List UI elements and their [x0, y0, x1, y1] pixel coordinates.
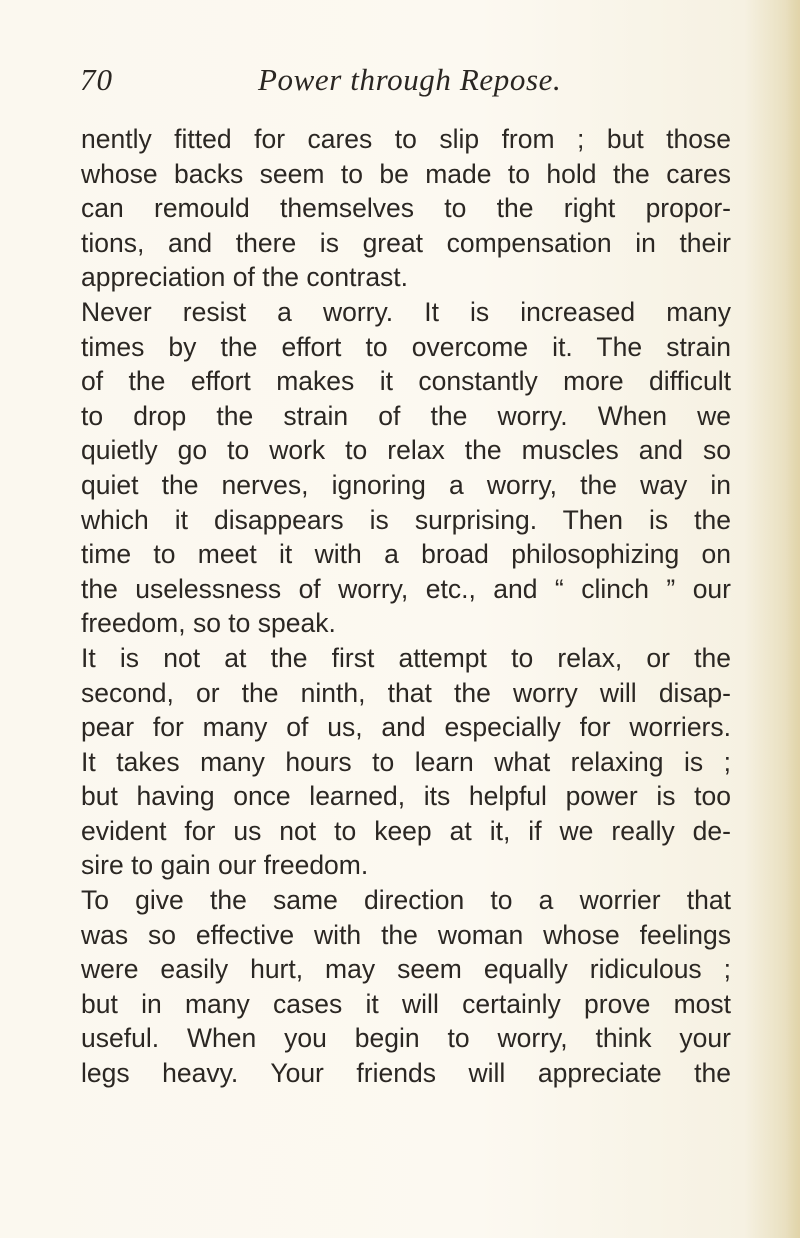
- text-line: were easily hurt, may seem equally ridiculous ;: [81, 954, 731, 985]
- text-line: whose backs seem to be made to hold the cares: [81, 158, 731, 189]
- text-line: evident for us not to keep at it, if we really de-: [81, 815, 731, 846]
- text-line: pear for many of us, and especially for worriers.: [81, 712, 731, 743]
- text-line: to drop the strain of the worry. When we: [81, 400, 731, 431]
- text-line: but having once learned, its helpful power is too: [81, 781, 731, 812]
- paragraph-start-line: Never resist a worry. It is increased many: [81, 296, 731, 327]
- text-line: time to meet it with a broad philosophizing on: [81, 539, 731, 570]
- text-line: which it disappears is surprising. Then is the: [81, 504, 731, 535]
- text-line: but in many cases it will certainly prove most: [81, 988, 731, 1019]
- body-text: [81, 122, 731, 1091]
- paragraph-end-line: freedom, so to speak.: [81, 608, 336, 639]
- text-line: useful. When you begin to worry, think your: [81, 1023, 731, 1054]
- page-number: 70: [80, 62, 113, 97]
- text-line: times by the effort to overcome it. The strain: [81, 331, 731, 362]
- text-line: tions, and there is great compensation in their: [81, 227, 731, 258]
- text-line: quiet the nerves, ignoring a worry, the way in: [81, 469, 731, 500]
- text-line: legs heavy. Your friends will appreciate the: [81, 1058, 731, 1089]
- text-line: It takes many hours to learn what relaxing is ;: [81, 746, 731, 777]
- page-edge: [786, 0, 800, 1238]
- paragraph-start-line: To give the same direction to a worrier that: [81, 885, 731, 916]
- page-header: [80, 62, 730, 106]
- text-line: the uselessness of worry, etc., and “ clinch ” our: [81, 573, 731, 604]
- text-line: quietly go to work to relax the muscles and so: [81, 435, 731, 466]
- running-title: Power through Repose.: [258, 62, 562, 97]
- text-line: second, or the ninth, that the worry will disap-: [81, 677, 731, 708]
- paragraph-end-line: sire to gain our freedom.: [81, 850, 369, 881]
- text-line: nently fitted for cares to slip from ; but those: [81, 124, 731, 154]
- paragraph-end-line: appreciation of the contrast.: [81, 262, 409, 293]
- text-line: was so effective with the woman whose feelings: [81, 919, 731, 950]
- text-line: of the effort makes it constantly more difficult: [81, 366, 731, 397]
- text-line: can remould themselves to the right propor-: [81, 193, 731, 224]
- paragraph-start-line: It is not at the first attempt to relax, or the: [81, 642, 731, 673]
